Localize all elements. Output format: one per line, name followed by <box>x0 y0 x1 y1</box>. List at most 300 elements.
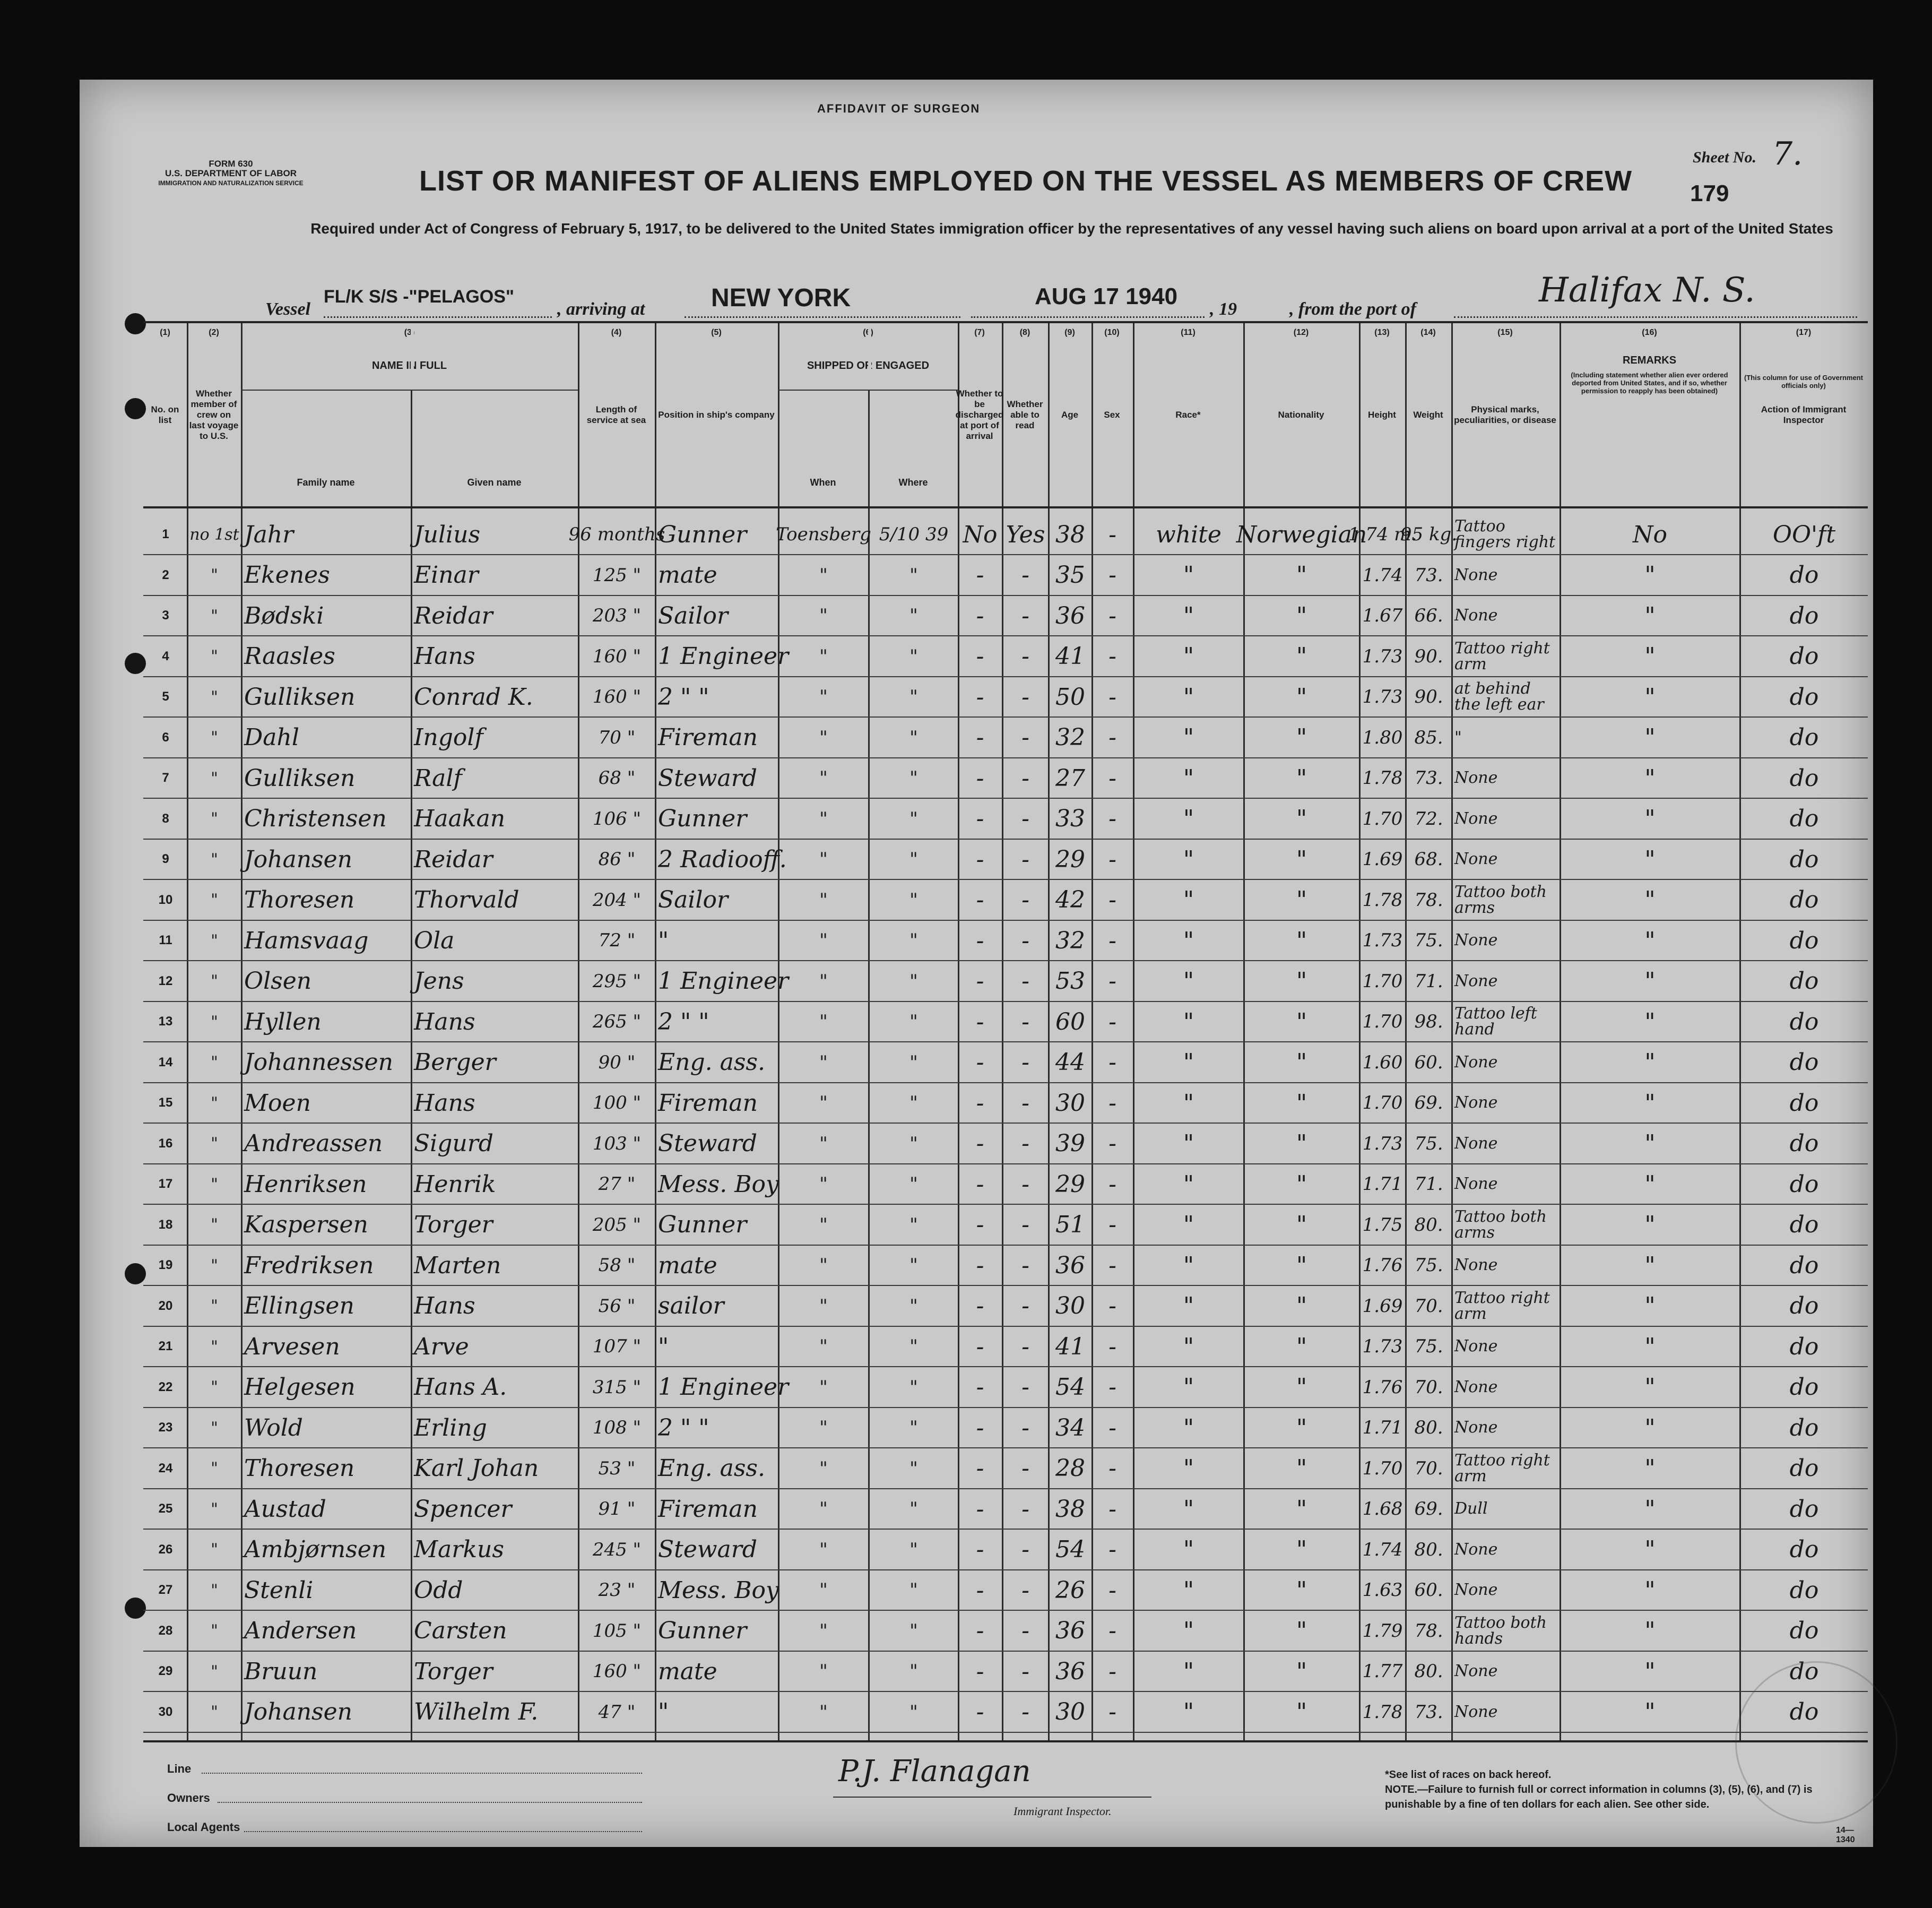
cell-nat: " <box>1296 602 1307 629</box>
line-label: Line <box>167 1762 192 1775</box>
cell-prev: " <box>211 1621 218 1640</box>
column-label: REMARKS <box>1622 355 1677 366</box>
cell-service: 91 " <box>598 1498 636 1520</box>
cell-race: " <box>1183 1170 1194 1198</box>
table-row <box>143 758 1868 798</box>
cell-age: 42 <box>1055 886 1085 913</box>
cell-where: " <box>909 1173 918 1195</box>
cell-action: do <box>1789 683 1819 711</box>
cell-read: - <box>1021 764 1029 792</box>
cell-read: - <box>1021 602 1029 629</box>
cell-nat: " <box>1296 643 1307 670</box>
cell-position: Mess. Boy <box>658 1170 779 1198</box>
cell-nat: " <box>1296 1414 1307 1441</box>
cell-age: 29 <box>1055 845 1085 873</box>
cell-position: Fireman <box>658 1089 758 1117</box>
column-number: (7) <box>974 328 985 337</box>
column-number: (10) <box>1104 328 1120 337</box>
cell-service: 106 " <box>592 808 642 830</box>
cell-when: " <box>819 686 828 707</box>
sheet-number-label: Sheet No. <box>1693 149 1756 166</box>
table-row <box>143 1530 1868 1570</box>
cell-action: do <box>1789 643 1819 670</box>
column-label: Position in ship's company <box>658 409 775 420</box>
from-label: , from the port of <box>1289 299 1416 319</box>
cell-family: Wold <box>244 1414 303 1441</box>
cell-prev: " <box>211 1093 218 1112</box>
cell-no: 3 <box>162 608 169 623</box>
cell-where: " <box>909 1417 918 1438</box>
cell-disch: - <box>976 1698 984 1725</box>
cell-nat: " <box>1296 1292 1307 1319</box>
cell-race: " <box>1183 1495 1194 1523</box>
arriving-port: NEW YORK <box>711 284 851 312</box>
cell-disch: - <box>976 1657 984 1685</box>
cell-no: 24 <box>158 1461 173 1475</box>
cell-action: do <box>1789 968 1819 995</box>
cell-no: 8 <box>162 811 169 826</box>
cell-when: " <box>819 1579 828 1601</box>
cell-race: " <box>1183 724 1194 751</box>
cell-given: Hans <box>414 643 475 670</box>
cell-remarks: " <box>1644 845 1656 873</box>
cell-family: Thoresen <box>244 886 355 913</box>
cell-given: Torger <box>414 1211 493 1238</box>
cell-given: Hans A. <box>414 1374 507 1401</box>
cell-when: " <box>819 970 828 992</box>
cell-no: 25 <box>158 1501 173 1516</box>
cell-prev: " <box>211 1459 218 1478</box>
column-number: (6) <box>863 328 873 337</box>
table-row <box>143 1570 1868 1610</box>
year-label: , 19 <box>1210 299 1237 319</box>
cell-height: 1.70 <box>1362 808 1403 830</box>
cell-sex: - <box>1108 1414 1116 1441</box>
cell-height: 1.76 <box>1362 1376 1403 1398</box>
cell-age: 32 <box>1055 927 1085 954</box>
cell-where: " <box>909 1011 918 1032</box>
cell-position: Mess. Boy <box>658 1576 779 1604</box>
cell-when: " <box>819 1336 828 1357</box>
cell-prev: " <box>211 1297 218 1315</box>
cell-sex: - <box>1108 602 1116 629</box>
table-row <box>143 1164 1868 1204</box>
cell-sex: - <box>1108 927 1116 954</box>
cell-marks: None <box>1454 1702 1498 1721</box>
cell-family: Kaspersen <box>244 1211 368 1238</box>
cell-race: " <box>1183 1089 1194 1117</box>
cell-sex: - <box>1108 521 1116 548</box>
table-row <box>143 595 1868 636</box>
cell-position: Steward <box>658 1130 757 1157</box>
binder-hole <box>125 653 146 674</box>
cell-prev: " <box>211 1012 218 1031</box>
cell-disch: - <box>976 1455 984 1482</box>
cell-when: " <box>819 1539 828 1560</box>
cell-age: 36 <box>1055 602 1085 629</box>
column-note: (Including statement whether alien ever ordered deported from United States, and if so, whether permission to reapply has been obtained) <box>1571 371 1728 395</box>
cell-race: " <box>1183 1576 1194 1604</box>
cell-family: Austad <box>244 1495 326 1523</box>
column-subheader: Given name <box>467 477 522 488</box>
line-underline <box>202 1773 642 1774</box>
cell-weight: 69. <box>1414 1498 1443 1520</box>
cell-service: 160 " <box>592 645 642 667</box>
cell-service: 96 months <box>568 524 665 545</box>
cell-sex: - <box>1108 886 1116 913</box>
page-subtitle: Required under Act of Congress of February 5, 1917, to be delivered to the United States immigration officer by the representatives of any vessel having such aliens on board upon arrival at a port of the United States <box>310 220 1833 237</box>
cell-remarks: " <box>1644 968 1656 995</box>
cell-when: " <box>819 1295 828 1317</box>
cell-weight: 73. <box>1414 564 1443 586</box>
cell-when: " <box>819 1701 828 1723</box>
cell-position: 2 " " <box>658 683 709 711</box>
column-label: Length of service at sea <box>586 404 646 425</box>
cell-age: 41 <box>1055 1333 1085 1360</box>
cell-race: " <box>1183 602 1194 629</box>
cell-nat: " <box>1296 1130 1307 1157</box>
cell-prev: " <box>211 1703 218 1721</box>
column-label: Race* <box>1175 409 1201 420</box>
column-header <box>1560 323 1739 506</box>
cell-age: 33 <box>1055 805 1085 832</box>
binder-hole <box>125 313 146 334</box>
cell-weight: 85. <box>1414 727 1443 748</box>
cell-where: " <box>909 1539 918 1560</box>
cell-sex: - <box>1108 1698 1116 1725</box>
cell-disch: - <box>976 1008 984 1035</box>
cell-when: " <box>819 889 828 911</box>
cell-age: 38 <box>1055 1495 1085 1523</box>
cell-nat: " <box>1296 1089 1307 1117</box>
cell-height: 1.78 <box>1362 1701 1403 1723</box>
cell-disch: - <box>976 1211 984 1238</box>
cell-remarks: " <box>1644 1333 1656 1360</box>
cell-race: " <box>1183 1130 1194 1157</box>
cell-given: Julius <box>414 521 481 548</box>
column-header <box>1133 323 1243 506</box>
cell-when: " <box>819 1173 828 1195</box>
cell-action: do <box>1789 1414 1819 1441</box>
cell-no: 22 <box>158 1379 173 1394</box>
cell-remarks: " <box>1644 1455 1656 1482</box>
cell-nat: " <box>1296 1251 1307 1279</box>
cell-action: do <box>1789 1251 1819 1279</box>
cell-action: do <box>1789 805 1819 832</box>
cell-remarks: " <box>1644 683 1656 711</box>
column-label: Action of Immigrant Inspector <box>1761 404 1847 425</box>
cell-sex: - <box>1108 1170 1116 1198</box>
inspector-signature: P.J. Flanagan <box>838 1754 1031 1789</box>
cell-prev: " <box>211 1215 218 1234</box>
stamp-number: 179 <box>1690 180 1729 206</box>
cell-position: " <box>658 1333 669 1360</box>
agents-underline <box>244 1831 642 1832</box>
cell-race: " <box>1183 1455 1194 1482</box>
cell-prev: " <box>211 891 218 909</box>
cell-sex: - <box>1108 1536 1116 1563</box>
cell-where: " <box>909 767 918 789</box>
cell-remarks: " <box>1644 1089 1656 1117</box>
cell-marks: None <box>1454 769 1498 787</box>
cell-disch: - <box>976 724 984 751</box>
cell-action: do <box>1789 1698 1819 1725</box>
cell-race: " <box>1183 805 1194 832</box>
cell-nat: " <box>1296 1008 1307 1035</box>
cell-marks: Dull <box>1454 1499 1488 1518</box>
cell-position: Sailor <box>658 602 729 629</box>
cell-action: do <box>1789 1211 1819 1238</box>
affidavit-heading: AFFIDAVIT OF SURGEON <box>817 102 981 115</box>
cell-given: Berger <box>414 1049 496 1076</box>
cell-weight: 95 kg. <box>1400 524 1458 545</box>
cell-remarks: " <box>1644 1414 1656 1441</box>
cell-family: Bødski <box>244 602 324 629</box>
cell-prev: " <box>211 1053 218 1072</box>
table-row <box>143 677 1868 717</box>
cell-disch: - <box>976 764 984 792</box>
cell-where: " <box>909 1214 918 1236</box>
cell-service: 90 " <box>598 1051 636 1073</box>
column-header <box>1048 323 1091 506</box>
cell-when: " <box>819 1011 828 1032</box>
column-header <box>1243 323 1359 506</box>
cell-remarks: " <box>1644 805 1656 832</box>
cell-age: 51 <box>1055 1211 1085 1238</box>
cell-sex: - <box>1108 1089 1116 1117</box>
header-subrule <box>241 390 578 391</box>
cell-family: Ambjørnsen <box>244 1536 387 1563</box>
cell-prev: " <box>211 972 218 990</box>
cell-weight: 71. <box>1414 970 1443 992</box>
cell-no: 14 <box>158 1055 173 1069</box>
cell-sex: - <box>1108 1374 1116 1401</box>
cell-marks: None <box>1454 1134 1498 1153</box>
table-row <box>143 920 1868 961</box>
cell-read: - <box>1021 1170 1029 1198</box>
form-info <box>143 159 318 188</box>
cell-marks: Tattoo both arms <box>1454 882 1547 917</box>
cell-prev: " <box>211 1134 218 1153</box>
cell-family: Ellingsen <box>244 1292 354 1319</box>
cell-read: - <box>1021 1008 1029 1035</box>
cell-marks: None <box>1454 1581 1498 1599</box>
sheet-number: 7. <box>1772 135 1803 172</box>
cell-sex: - <box>1108 724 1116 751</box>
cell-position: Gunner <box>658 1617 747 1644</box>
cell-no: 13 <box>158 1014 173 1029</box>
cell-race: " <box>1183 683 1194 711</box>
cell-race: " <box>1183 968 1194 995</box>
cell-prev: " <box>211 931 218 950</box>
cell-when: " <box>819 1133 828 1154</box>
cell-marks: None <box>1454 931 1498 949</box>
cell-nat: " <box>1296 1211 1307 1238</box>
cell-sex: - <box>1108 1455 1116 1482</box>
cell-weight: 71. <box>1414 1173 1443 1195</box>
cell-position: Gunner <box>658 1211 747 1238</box>
table-row <box>143 718 1868 758</box>
cell-family: Thoresen <box>244 1455 355 1482</box>
cell-where: " <box>909 1295 918 1317</box>
cell-disch: - <box>976 1536 984 1563</box>
column-label: Physical marks, peculiarities, or disease <box>1454 404 1556 425</box>
cell-position: 2 " " <box>658 1414 709 1441</box>
cell-where: " <box>909 930 918 951</box>
cell-position: Eng. ass. <box>658 1049 765 1076</box>
cell-family: Moen <box>244 1089 311 1117</box>
cell-when: " <box>819 605 828 626</box>
cell-race: " <box>1183 1374 1194 1401</box>
cell-remarks: " <box>1644 1657 1656 1685</box>
cell-prev: " <box>211 647 218 666</box>
cell-when: " <box>819 1255 828 1276</box>
cell-service: 204 " <box>592 889 642 911</box>
races-note: *See list of races on back hereof. <box>1385 1769 1552 1781</box>
cell-marks: Tattoo fingers right <box>1454 517 1556 551</box>
cell-service: 70 " <box>598 727 636 748</box>
cell-family: Andreassen <box>244 1130 383 1157</box>
cell-marks: Tattoo both hands <box>1454 1613 1547 1648</box>
cell-age: 26 <box>1055 1576 1085 1604</box>
cell-service: 58 " <box>598 1255 636 1276</box>
cell-nat: " <box>1296 683 1307 711</box>
signature-caption: Immigrant Inspector. <box>1013 1805 1112 1818</box>
cell-position: 2 " " <box>658 1008 709 1035</box>
manifest-sheet <box>80 80 1873 1847</box>
cell-where: " <box>909 1051 918 1073</box>
cell-service: 86 " <box>598 849 636 870</box>
cell-age: 36 <box>1055 1657 1085 1685</box>
cell-read: - <box>1021 1130 1029 1157</box>
cell-service: 72 " <box>598 930 636 951</box>
cell-marks: Tattoo right arm <box>1454 1451 1550 1486</box>
cell-action: do <box>1789 1576 1819 1604</box>
cell-when: " <box>819 1376 828 1398</box>
cell-service: 245 " <box>592 1539 642 1560</box>
table-row <box>143 636 1868 677</box>
cell-no: 21 <box>158 1339 173 1353</box>
cell-height: 1.73 <box>1362 686 1403 707</box>
column-header <box>1359 323 1405 506</box>
cell-nat: " <box>1296 1576 1307 1604</box>
cell-weight: 78. <box>1414 1620 1443 1642</box>
cell-marks: None <box>1454 1377 1498 1396</box>
cell-age: 30 <box>1055 1292 1085 1319</box>
cell-sex: - <box>1108 683 1116 711</box>
cell-remarks: " <box>1644 927 1656 954</box>
table-row <box>143 1611 1868 1651</box>
cell-nat: " <box>1296 764 1307 792</box>
cell-prev: " <box>211 1499 218 1518</box>
cell-where: " <box>909 727 918 748</box>
cell-marks: None <box>1454 1052 1498 1072</box>
cell-where: " <box>909 808 918 830</box>
cell-age: 53 <box>1055 968 1085 995</box>
binder-hole <box>125 1598 146 1619</box>
column-subheader: When <box>810 477 836 488</box>
cell-remarks: " <box>1644 562 1656 589</box>
cell-no: 19 <box>158 1258 173 1272</box>
cell-weight: 75. <box>1414 1255 1443 1276</box>
cell-no: 6 <box>162 730 169 745</box>
cell-weight: 70. <box>1414 1295 1443 1317</box>
cell-nat: " <box>1296 1495 1307 1523</box>
column-number: (14) <box>1420 328 1436 337</box>
cell-height: 1.73 <box>1362 645 1403 667</box>
column-label: Height <box>1368 409 1396 420</box>
cell-no: 26 <box>158 1542 173 1557</box>
cell-marks: Tattoo right arm <box>1454 638 1550 674</box>
cell-when: " <box>819 645 828 667</box>
cell-prev: " <box>211 1337 218 1356</box>
cell-race: " <box>1183 1211 1194 1238</box>
cell-weight: 68. <box>1414 849 1443 870</box>
cell-remarks: " <box>1644 1170 1656 1198</box>
column-number: (16) <box>1642 328 1657 337</box>
cell-height: 1.60 <box>1362 1051 1403 1073</box>
cell-prev: " <box>211 687 218 706</box>
cell-sex: - <box>1108 805 1116 832</box>
table-row <box>143 1408 1868 1448</box>
cell-height: 1.63 <box>1362 1579 1403 1601</box>
cell-service: 53 " <box>598 1457 636 1479</box>
cell-no: 30 <box>158 1704 173 1719</box>
cell-disch: - <box>976 1495 984 1523</box>
cell-where: " <box>909 1579 918 1601</box>
cell-given: Reidar <box>414 845 493 873</box>
table-row <box>143 1205 1868 1245</box>
column-header <box>955 323 1004 506</box>
cell-no: 20 <box>158 1298 173 1313</box>
signature-line <box>833 1797 1151 1798</box>
header-gap <box>411 323 414 390</box>
cell-disch: - <box>976 683 984 711</box>
cell-weight: 78. <box>1414 889 1443 911</box>
cell-weight: 80. <box>1414 1214 1443 1236</box>
cell-service: 205 " <box>592 1214 642 1236</box>
cell-service: 105 " <box>592 1620 642 1642</box>
cell-no: 15 <box>158 1095 173 1110</box>
cell-age: 54 <box>1055 1536 1085 1563</box>
cell-height: 1.70 <box>1362 1457 1403 1479</box>
cell-read: - <box>1021 805 1029 832</box>
cell-position: mate <box>658 1657 717 1685</box>
vessel-name: FL/K S/S -"PELAGOS" <box>324 287 515 307</box>
table-row <box>143 1651 1868 1691</box>
arriving-label: , arriving at <box>557 299 645 319</box>
vessel-underline <box>324 316 552 318</box>
column-header <box>187 323 241 506</box>
column-number: (11) <box>1181 328 1195 337</box>
cell-read: - <box>1021 643 1029 670</box>
cell-read: - <box>1021 1414 1029 1441</box>
cell-family: Dahl <box>244 724 299 751</box>
cell-family: Hyllen <box>244 1008 322 1035</box>
cell-age: 50 <box>1055 683 1085 711</box>
cell-position: Gunner <box>658 805 747 832</box>
column-label: Whether to be discharged at port of arrival <box>955 388 1004 441</box>
cell-family: Helgesen <box>244 1374 356 1401</box>
column-number: (1) <box>160 328 170 337</box>
cell-given: Markus <box>414 1536 504 1563</box>
cell-weight: 98. <box>1414 1011 1443 1032</box>
cell-read: - <box>1021 1576 1029 1604</box>
cell-disch: - <box>976 968 984 995</box>
cell-action: do <box>1789 1657 1819 1685</box>
local-agents-label: Local Agents <box>167 1820 240 1834</box>
cell-when: " <box>819 1498 828 1520</box>
